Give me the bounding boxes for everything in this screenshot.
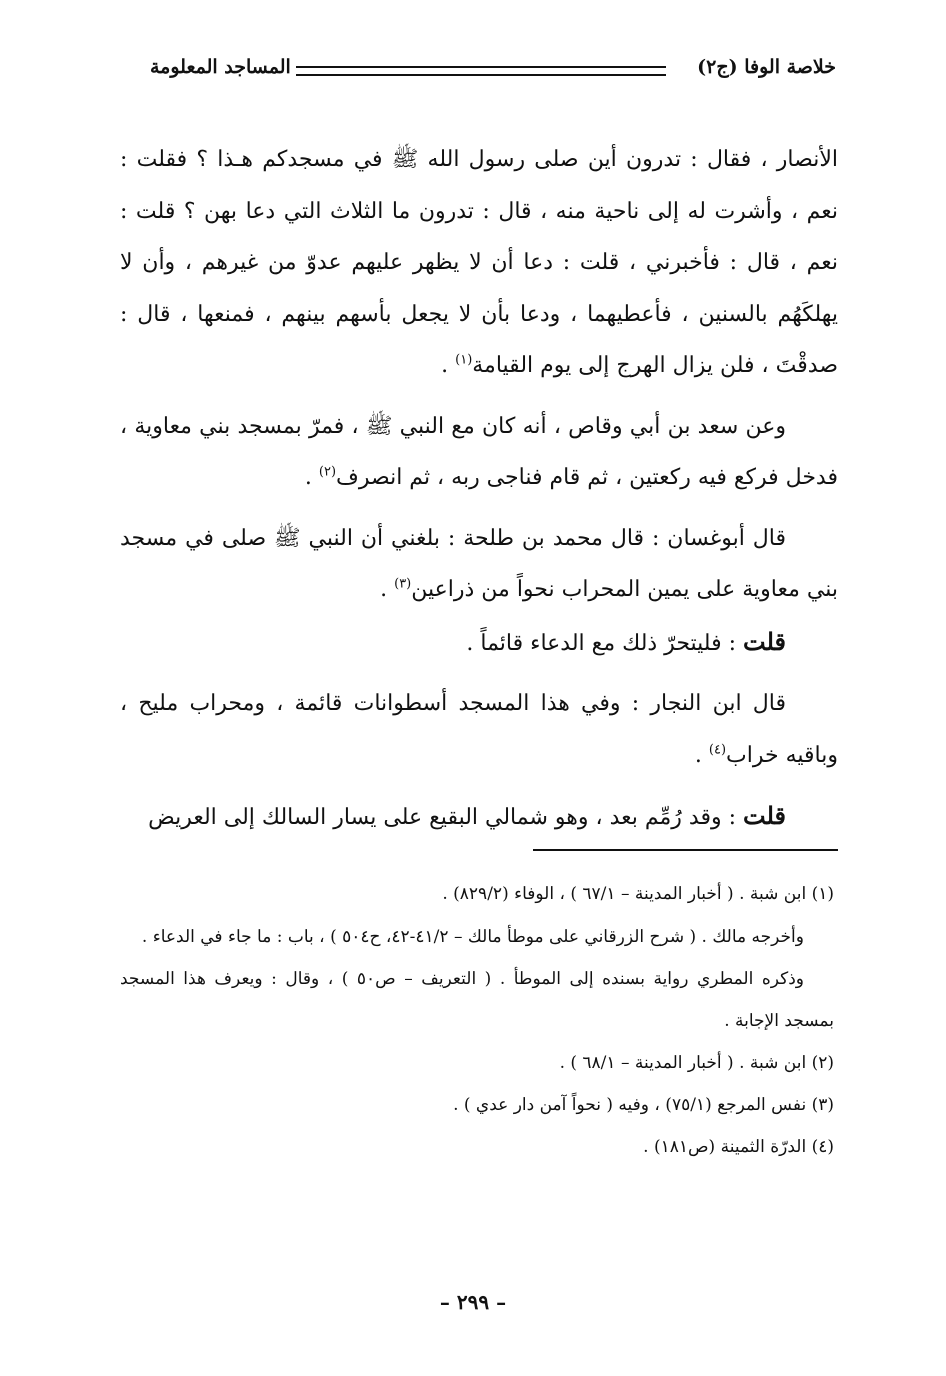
- footnote-2: (٢) ابن شبة . ( أخبار المدينة – ٦٨/١ ) .: [559, 1053, 834, 1073]
- footnote-ref: (٣): [394, 576, 412, 592]
- book-title: خلاصة الوفا (ج٢): [697, 56, 836, 78]
- footnote-1-continuation: وأخرجه مالك . ( شرح الزرقاني على موطأ مالك – ٤١/٢-٤٢، ح٥٠٤ ) ، باب : ما جاء في الدعاء .: [141, 927, 804, 947]
- section-title: المساجد المعلومة: [150, 56, 291, 78]
- qultu-lead: قلت: [743, 626, 786, 656]
- footnote-ref: (١): [455, 352, 473, 368]
- paragraph: قلت : فليتحرّ ذلك مع الدعاء قائماً .: [466, 626, 786, 656]
- footnotes: [120, 872, 834, 1168]
- footnote-ref: (٤): [708, 742, 727, 758]
- footnote-ref: (٢): [318, 464, 337, 480]
- footnote-1-continuation: وذكره المطري رواية بسنده إلى الموطأ . ( التعريف – ص٥٠ ) ، وقال : ويعرف هذا المسجد بمسجد الإجابة .: [120, 969, 834, 1031]
- paragraph: قلت : وقد رُمِّم بعد ، وهو شمالي البقيع على يسار السالك إلى العريض: [148, 801, 786, 830]
- paragraph: وعن سعد بن أبي وقاص ، أنه كان مع النبي ﷺ ، فمرّ بمسجد بني معاوية ، فدخل فركع فيه ركعتين ، ثم قام فناجى ربه ، ثم انصرف$^{(٢)}$ .: [120, 413, 838, 490]
- paragraph: الأنصار ، فقال : تدرون أين صلى رسول الله ﷺ في مسجدكم هـذا ؟ فقلت : نعم ، وأشرت له إلى ناحية منه ، قال : تدرون ما الثلاث التي دعا بهن ؟ قلت : نعم ، قال : فأخبرني ، قلت : دعا أن لا يظهر عليهم عدوّ من غيرهم ، وأن لا يهلكَهُم بالسنين ، فأعطيهما ، ودعا بأن لا يجعل بأسهم بينهم ، فمنعها ، قال : صدقْتَ ، فلن يزال الهرج إلى يوم القيامة$^{(١)}$ .: [120, 147, 839, 378]
- paragraph: قال ابن النجار : وفي هذا المسجد أسطوانات قائمة ، ومحراب مليح ، وباقيه خراب$^{(٤)}$ .: [120, 691, 838, 768]
- main-text: [120, 134, 838, 844]
- footnote-separator: [533, 849, 838, 851]
- footnote-4: (٤) الدرّة الثمينة (ص١٨١) .: [643, 1137, 834, 1157]
- running-header: [150, 52, 836, 86]
- footnote-1: (١) ابن شبة . ( أخبار المدينة – ٦٧/١ ) ، الوفاء (٨٢٩/٢) .: [442, 884, 834, 904]
- page-number: – ٢٩٩ –: [439, 1290, 507, 1314]
- paragraph: قال أبوغسان : قال محمد بن طلحة : بلغني أن النبي ﷺ صلى في مسجد بني معاوية على يمين المحراب نحواً من ذراعين$^{(٣)}$ .: [120, 525, 838, 602]
- header-double-rule: [296, 66, 666, 76]
- footnote-3: (٣) نفس المرجع (٧٥/١) ، وفيه ( نحواً آمن دار عدي ) .: [453, 1095, 834, 1115]
- qultu-lead: قلت: [743, 801, 786, 830]
